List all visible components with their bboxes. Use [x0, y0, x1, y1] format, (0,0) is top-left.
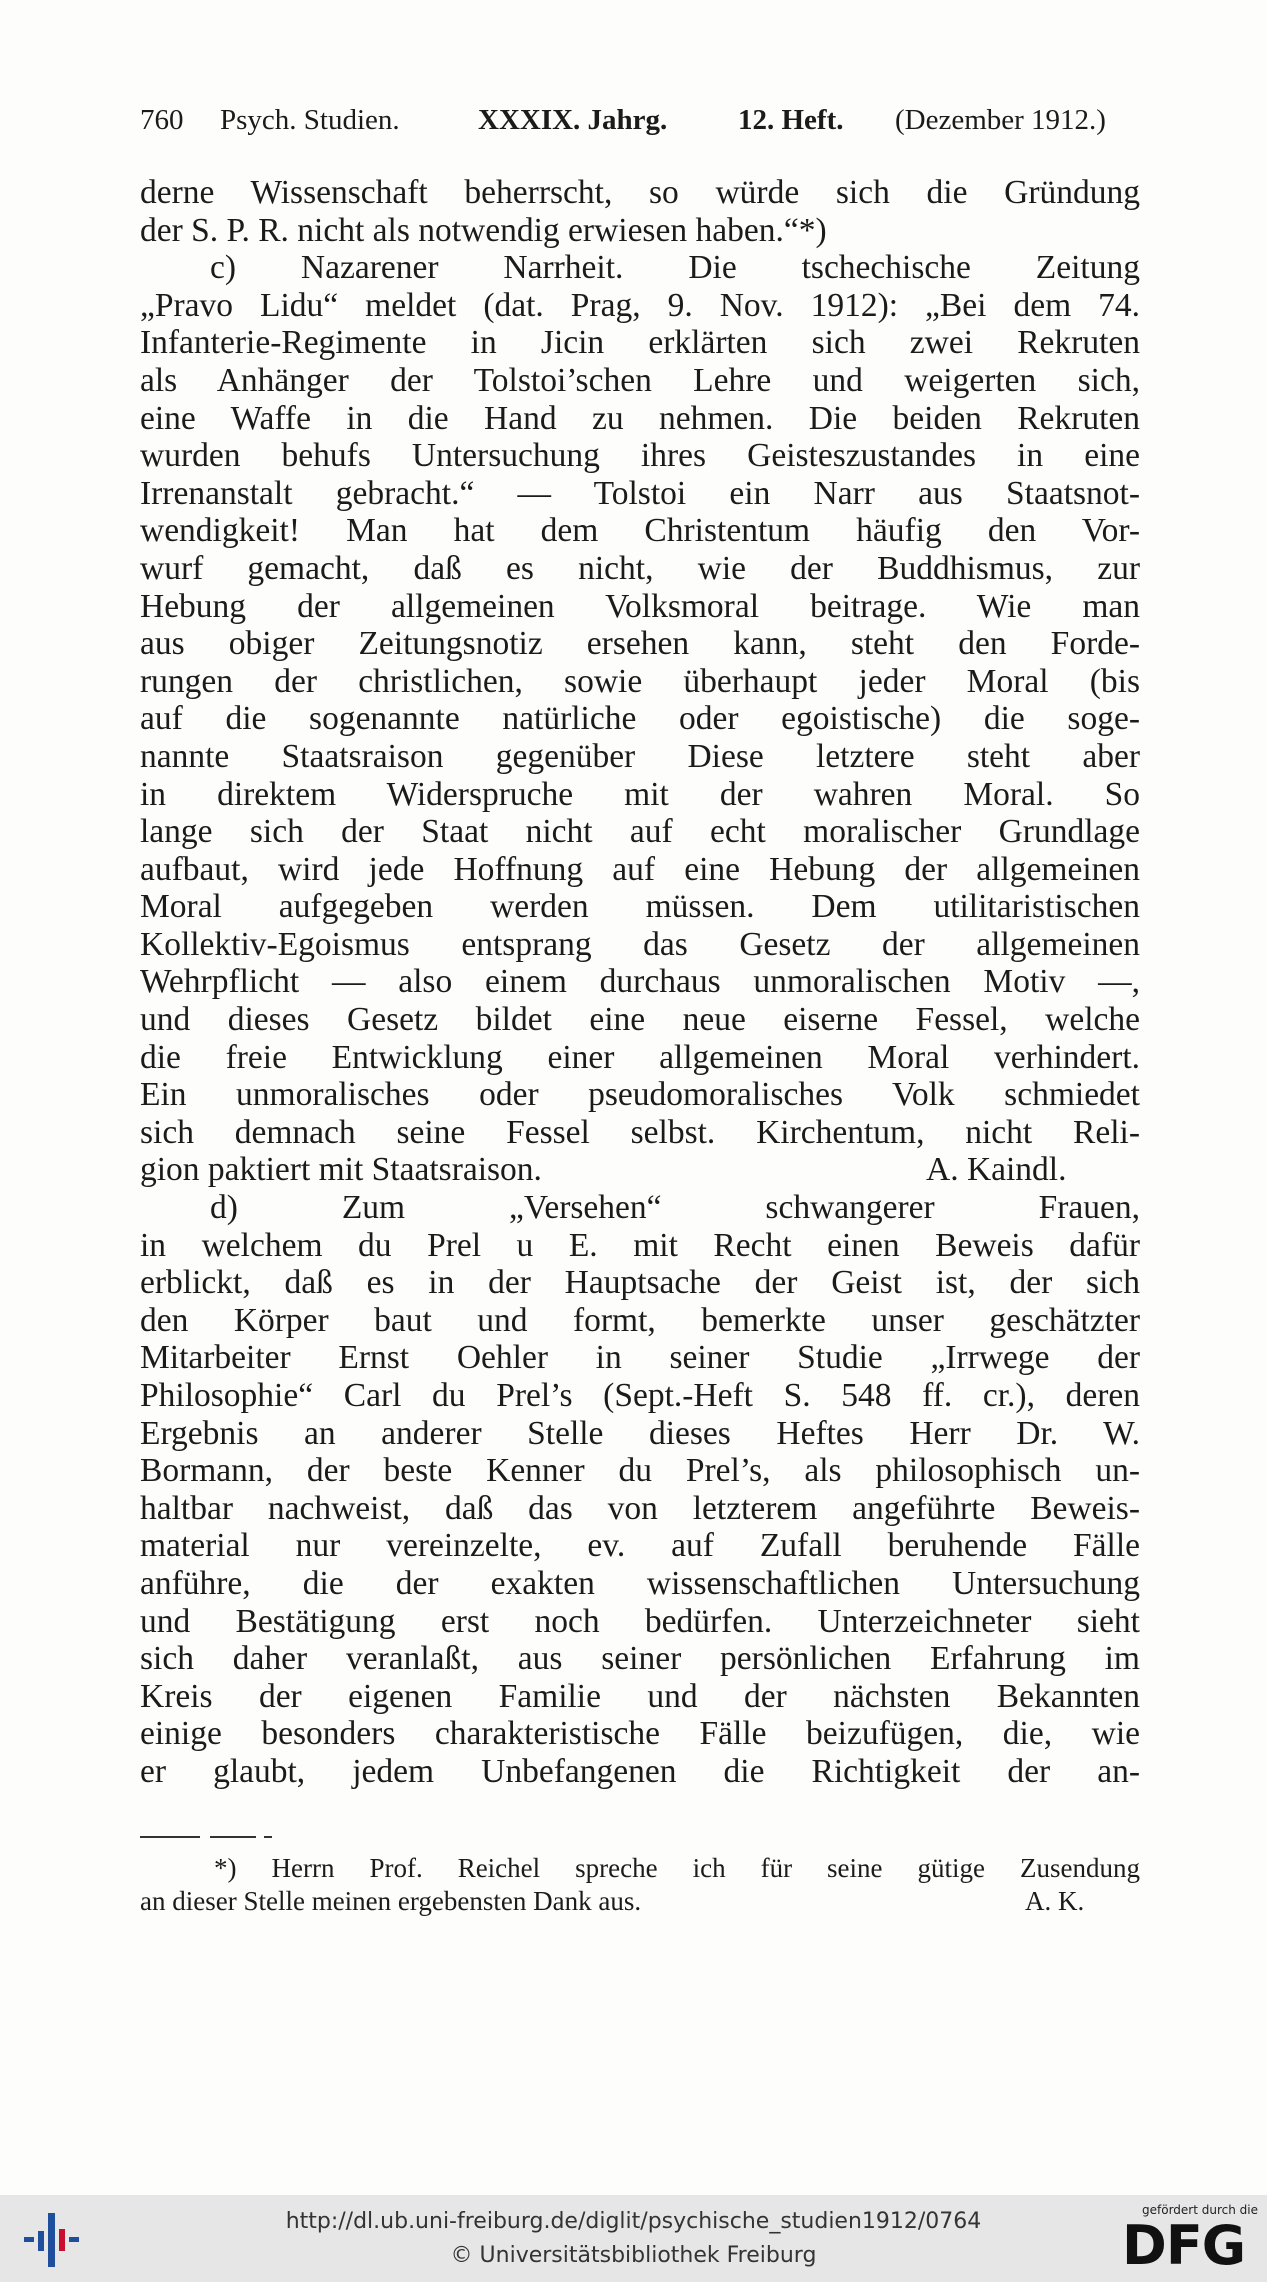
footnote — [140, 1852, 1140, 1918]
text-line: als Anhänger der Tolstoi’schen Lehre und weigerten sich, — [140, 361, 1140, 399]
text-line: aus obiger Zeitungsnotiz ersehen kann, steht den Forde- — [140, 625, 1140, 663]
text-line: sich daher veranlaßt, aus seiner persönlichen Erfahrung im — [140, 1640, 1140, 1678]
text-line: Bormann, der beste Kenner du Prel’s, als philosophisch un- — [140, 1452, 1140, 1490]
signature-line-text: gion paktiert mit Staatsraison. — [140, 1151, 542, 1189]
footnote-initials: A. K. — [1025, 1886, 1085, 1916]
text-line: erblickt, daß es in der Hauptsache der Geist ist, der sich — [140, 1264, 1140, 1302]
text-line: nannte Staatsraison gegenüber Diese letztere steht aber — [140, 737, 1140, 775]
text-line: und dieses Gesetz bildet eine neue eiserne Fessel, welche — [140, 1001, 1140, 1039]
text-line: eine Waffe in die Hand zu nehmen. Die beiden Rekruten — [140, 399, 1140, 437]
text-line: einige besonders charakteristische Fälle beizufügen, die, wie — [140, 1715, 1140, 1753]
text-line: rungen der christlichen, sowie überhaupt jeder Moral (bis — [140, 662, 1140, 700]
text-line: Wehrpflicht — also einem durchaus unmoralischen Motiv —, — [140, 963, 1140, 1001]
copyright-notice: © Universitätsbibliothek Freiburg — [450, 2243, 817, 2268]
text-line: Infanterie-Regimente in Jicin erklärten sich zwei Rekruten — [140, 324, 1140, 362]
footnote-rule — [140, 1836, 320, 1838]
running-head — [140, 104, 1140, 144]
text-line: auf die sogenannte natürliche oder egoistische) die soge- — [140, 700, 1140, 738]
text-line: Ergebnis an anderer Stelle dieses Heftes Herr Dr. W. — [140, 1414, 1140, 1452]
issue-date: (Dezember 1912.) — [895, 104, 1106, 136]
volume-label: XXXIX. Jahrg. — [478, 104, 668, 136]
text-line: in welchem du Prel u E. mit Recht einen Beweis dafür — [140, 1226, 1140, 1264]
text-line: Hebung der allgemeinen Volksmoral beitrage. Wie man — [140, 587, 1140, 625]
text-line: wendigkeit! Man hat dem Christentum häufig den Vor- — [140, 512, 1140, 550]
section-heading-line: c) Nazarener Narrheit. Die tschechische Zeitung — [210, 249, 1140, 287]
text-line: in direktem Widerspruche mit der wahren Moral. So — [140, 775, 1140, 813]
article-text — [140, 174, 1140, 1791]
footnote-last-line — [140, 1885, 1140, 1918]
issue-label: 12. Heft. — [738, 104, 844, 136]
text-line: Kreis der eigenen Familie und der nächsten Bekannten — [140, 1677, 1140, 1715]
text-line: und Bestätigung erst noch bedürfen. Unterzeichneter sieht — [140, 1602, 1140, 1640]
footnote-line: *) Herrn Prof. Reichel spreche ich für seine gütige Zusendung — [214, 1853, 1140, 1883]
author-signature: A. Kaindl. — [926, 1151, 1067, 1189]
text-line: material nur vereinzelte, ev. auf Zufall beruhende Fälle — [140, 1527, 1140, 1565]
dfg-wordmark: DFG — [1122, 2214, 1246, 2277]
text-line: aufbaut, wird jede Hoffnung auf eine Hebung der allgemeinen — [140, 850, 1140, 888]
permalink-url[interactable]: http://dl.ub.uni-freiburg.de/diglit/psychische_studien1912/0764 — [285, 2209, 982, 2234]
text-line: wurden behufs Untersuchung ihres Geisteszustandes in eine — [140, 437, 1140, 475]
dfg-logo — [1118, 2203, 1258, 2277]
text-line: haltbar nachweist, daß das von letzterem angeführte Beweis- — [140, 1489, 1140, 1527]
text-line: sich demnach seine Fessel selbst. Kirchentum, nicht Reli- — [140, 1113, 1140, 1151]
viewer-footer — [0, 2195, 1267, 2282]
text-line: Mitarbeiter Ernst Oehler in seiner Studie „Irrwege der — [140, 1339, 1140, 1377]
text-line: den Körper baut und formt, bemerkte unser geschätzter — [140, 1301, 1140, 1339]
text-line: Irrenanstalt gebracht.“ — Tolstoi ein Narr aus Staatsnot- — [140, 474, 1140, 512]
text-line: er glaubt, jedem Unbefangenen die Richtigkeit der an- — [140, 1752, 1140, 1790]
text-line: Moral aufgegeben werden müssen. Dem utilitaristischen — [140, 888, 1140, 926]
text-line: Ein unmoralisches oder pseudomoralisches Volk schmiedet — [140, 1076, 1140, 1114]
text-line: Philosophie“ Carl du Prel’s (Sept.-Heft S. 548 ff. cr.), deren — [140, 1377, 1140, 1414]
section-heading-line: d) Zum „Versehen“ schwangerer Frauen, — [210, 1189, 1140, 1227]
text-line: der S. P. R. nicht als notwendig erwiesen haben.“*) — [140, 211, 827, 249]
page-number: 760 — [140, 104, 184, 136]
text-line: derne Wissenschaft beherrscht, so würde sich die Gründung — [140, 174, 1140, 211]
text-line: lange sich der Staat nicht auf echt moralischer Grundlage — [140, 813, 1140, 851]
text-line: Kollektiv-Egoismus entsprang das Gesetz der allgemeinen — [140, 925, 1140, 963]
text-line: die freie Entwicklung einer allgemeinen Moral verhindert. — [140, 1038, 1140, 1076]
text-line: „Pravo Lidu“ meldet (dat. Prag, 9. Nov. 1912): „Bei dem 74. — [140, 286, 1140, 324]
text-line: anführe, die der exakten wissenschaftlichen Untersuchung — [140, 1564, 1140, 1602]
text-line: wurf gemacht, daß es nicht, wie der Buddhismus, zur — [140, 549, 1140, 587]
journal-title: Psych. Studien. — [220, 104, 400, 136]
footnote-line: an dieser Stelle meinen ergebensten Dank aus. — [140, 1886, 642, 1916]
signature-line — [140, 1151, 1140, 1189]
dfg-funding-note: gefördert durch die — [1142, 2203, 1258, 2217]
